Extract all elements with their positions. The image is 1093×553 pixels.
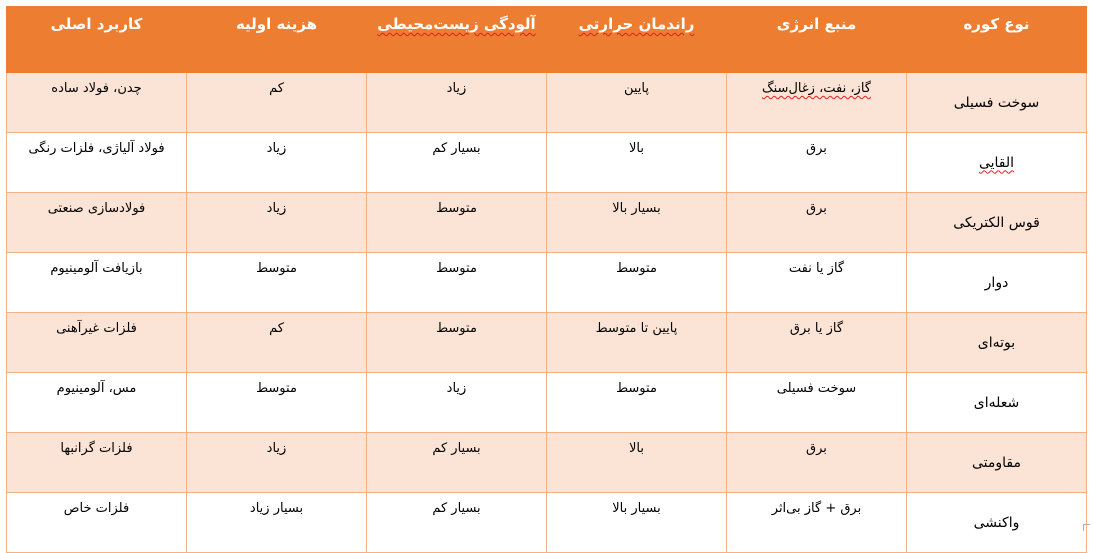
page-corner-mark xyxy=(1083,524,1090,531)
header-efficiency xyxy=(547,7,727,73)
cell-energy: گاز یا برق xyxy=(727,313,907,373)
cell-pollution: بسیار کم xyxy=(367,493,547,553)
cell-pollution: بسیار کم xyxy=(367,433,547,493)
cell-pollution: زیاد xyxy=(367,73,547,133)
cell-use: فولاد آلیاژی، فلزات رنگی xyxy=(7,133,187,193)
cell-type xyxy=(907,133,1087,193)
cell-type: دوار xyxy=(907,253,1087,313)
cell-use: فلزات غیرآهنی xyxy=(7,313,187,373)
table-row xyxy=(7,373,1087,433)
cell-type: شعله‌ای xyxy=(907,373,1087,433)
cell-efficiency: بسیار بالا xyxy=(547,193,727,253)
cell-efficiency: بالا xyxy=(547,433,727,493)
cell-efficiency: پایین xyxy=(547,73,727,133)
cell-cost: متوسط xyxy=(187,253,367,313)
cell-efficiency: بسیار بالا xyxy=(547,493,727,553)
cell-use: فولادسازی صنعتی xyxy=(7,193,187,253)
cell-efficiency: پایین تا متوسط xyxy=(547,313,727,373)
table-row xyxy=(7,493,1087,553)
furnace-comparison-table xyxy=(6,6,1087,553)
cell-use: مس، آلومینیوم xyxy=(7,373,187,433)
table-row xyxy=(7,73,1087,133)
cell-efficiency: متوسط xyxy=(547,253,727,313)
cell-energy: برق + گاز بی‌اثر xyxy=(727,493,907,553)
header-row xyxy=(7,7,1087,73)
header-efficiency-text: راندمان حرارتی xyxy=(578,15,695,33)
cell-cost: بسیار زیاد xyxy=(187,493,367,553)
cell-energy: برق xyxy=(727,433,907,493)
cell-pollution: زیاد xyxy=(367,373,547,433)
table-row xyxy=(7,433,1087,493)
header-type: نوع کوره xyxy=(907,7,1087,73)
header-energy: منبع انرژی xyxy=(727,7,907,73)
cell-energy xyxy=(727,73,907,133)
cell-energy: برق xyxy=(727,193,907,253)
table-row xyxy=(7,253,1087,313)
table-row xyxy=(7,313,1087,373)
cell-pollution: بسیار کم xyxy=(367,133,547,193)
table-row xyxy=(7,193,1087,253)
cell-cost: زیاد xyxy=(187,433,367,493)
cell-type: قوس الکتریکی xyxy=(907,193,1087,253)
cell-efficiency: متوسط xyxy=(547,373,727,433)
cell-pollution: متوسط xyxy=(367,253,547,313)
cell-pollution: متوسط xyxy=(367,193,547,253)
cell-use: فلزات خاص xyxy=(7,493,187,553)
header-use: کاربرد اصلی xyxy=(7,7,187,73)
cell-energy-text: گاز، نفت، زغال‌سنگ xyxy=(762,81,871,96)
cell-use: بازیافت آلومینیوم xyxy=(7,253,187,313)
cell-cost: زیاد xyxy=(187,193,367,253)
cell-pollution: متوسط xyxy=(367,313,547,373)
cell-cost: متوسط xyxy=(187,373,367,433)
header-cost: هزینه اولیه xyxy=(187,7,367,73)
header-pollution xyxy=(367,7,547,73)
cell-type: مقاومتی xyxy=(907,433,1087,493)
table-row xyxy=(7,133,1087,193)
cell-energy: سوخت فسیلی xyxy=(727,373,907,433)
cell-cost: زیاد xyxy=(187,133,367,193)
cell-type: سوخت فسیلی xyxy=(907,73,1087,133)
cell-efficiency: بالا xyxy=(547,133,727,193)
cell-use: فلزات گرانبها xyxy=(7,433,187,493)
cell-energy: گاز یا نفت xyxy=(727,253,907,313)
cell-use: چدن، فولاد ساده xyxy=(7,73,187,133)
cell-cost: کم xyxy=(187,73,367,133)
cell-type-text: القایی xyxy=(978,154,1015,171)
cell-type: بوته‌ای xyxy=(907,313,1087,373)
cell-type: واکنشی xyxy=(907,493,1087,553)
header-pollution-text: آلودگی زیست‌محیطی xyxy=(377,15,536,33)
cell-cost: کم xyxy=(187,313,367,373)
cell-energy: برق xyxy=(727,133,907,193)
